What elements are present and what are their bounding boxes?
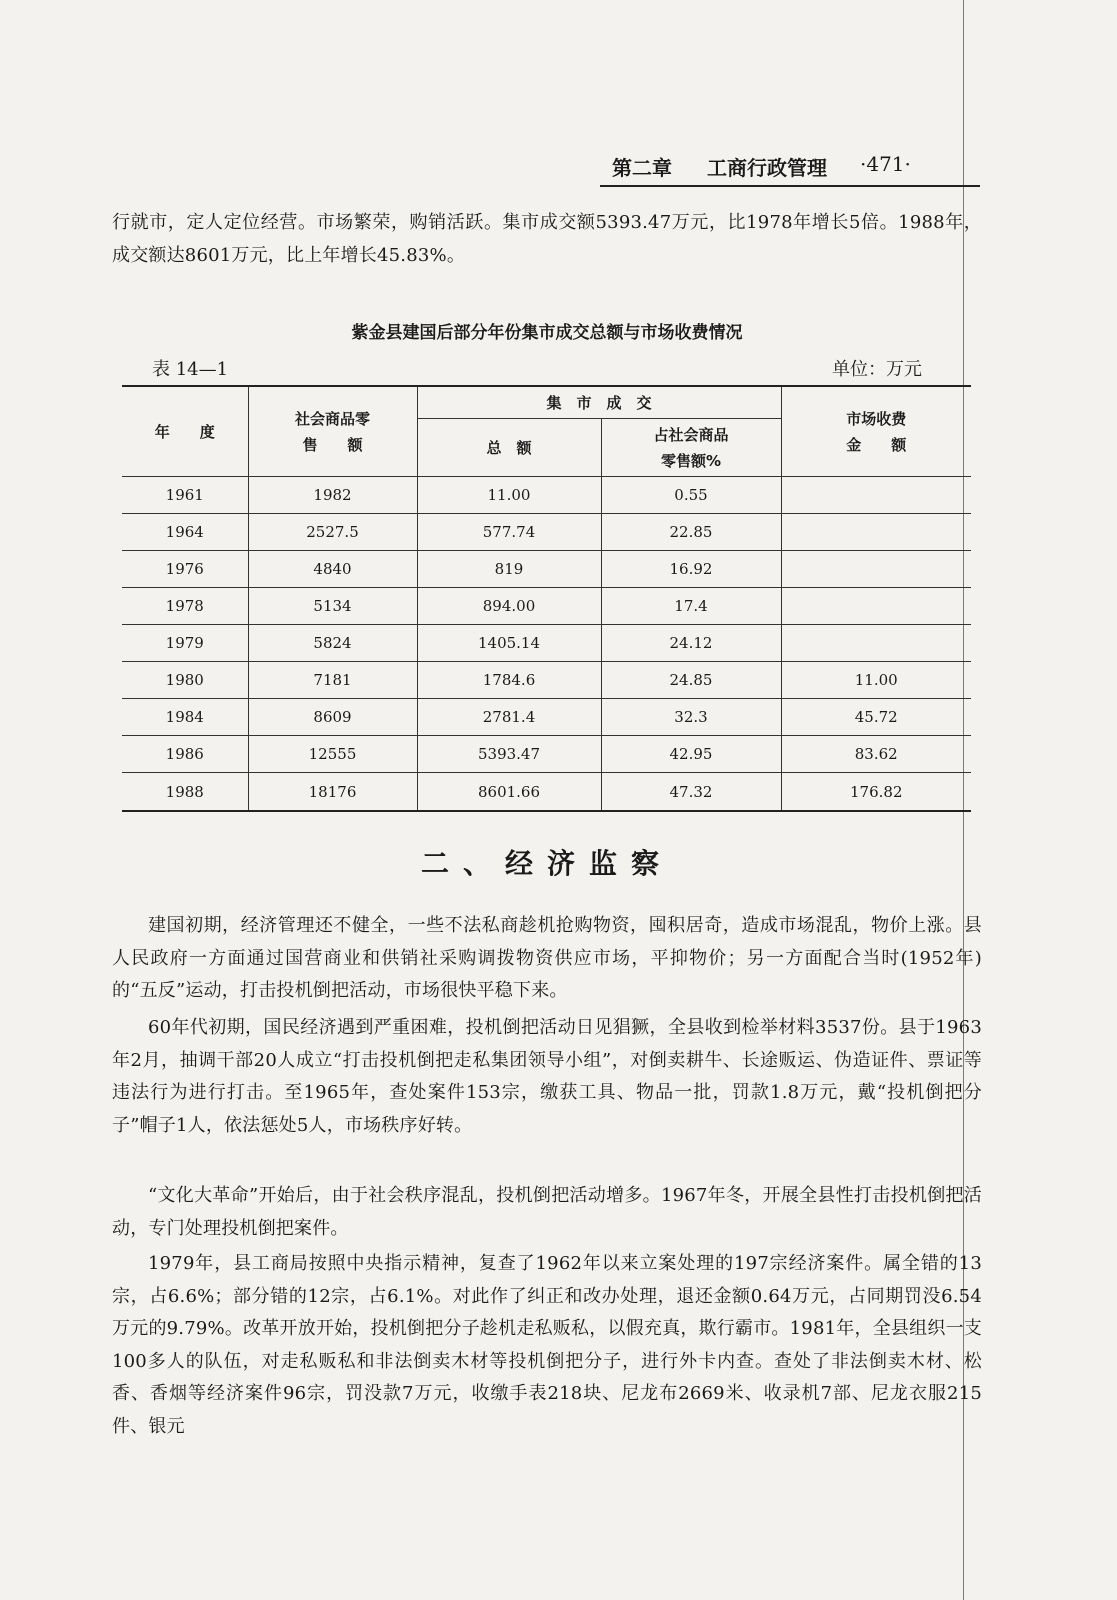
table-row [122, 625, 971, 662]
cell-share: 22.85 [601, 514, 781, 551]
cell-fee [781, 477, 971, 514]
table-row [122, 514, 971, 551]
cell-retail: 4840 [248, 551, 417, 588]
cell-share: 24.85 [601, 662, 781, 699]
cell-share: 42.95 [601, 736, 781, 773]
table-number: 表 14—1 [152, 359, 229, 380]
table-row [122, 662, 971, 699]
table-row [122, 551, 971, 588]
header-share-of-retail: 占社会商品 零售额% [601, 419, 781, 477]
body-paragraph: 建国初期，经济管理还不健全，一些不法私商趁机抢购物资，囤积居奇，造成市场混乱，物价上涨。县人民政府一方面通过国营商业和供销社采购调拨物资供应市场，平抑物价；另一方面配合当时(1952年)的“五反”运动，打击投机倒把活动，市场很快平稳下来。 [112, 915, 982, 1001]
header-year: 年 度 [122, 386, 248, 477]
table-row [122, 736, 971, 773]
cell-share: 16.92 [601, 551, 781, 588]
cell-year: 1986 [122, 736, 248, 773]
cell-year: 1979 [122, 625, 248, 662]
cell-year: 1980 [122, 662, 248, 699]
cell-retail: 12555 [248, 736, 417, 773]
cell-year: 1976 [122, 551, 248, 588]
cell-year: 1961 [122, 477, 248, 514]
cell-total: 577.74 [417, 514, 601, 551]
header-total-amount: 总 额 [417, 419, 601, 477]
cell-fee [781, 514, 971, 551]
cell-share: 47.32 [601, 773, 781, 812]
cell-fee [781, 588, 971, 625]
cell-retail: 18176 [248, 773, 417, 812]
cell-share: 24.12 [601, 625, 781, 662]
cell-total: 11.00 [417, 477, 601, 514]
cell-fee [781, 551, 971, 588]
table-row [122, 773, 971, 812]
cell-total: 5393.47 [417, 736, 601, 773]
cell-year: 1964 [122, 514, 248, 551]
cell-year: 1978 [122, 588, 248, 625]
cell-share: 17.4 [601, 588, 781, 625]
cell-total: 8601.66 [417, 773, 601, 812]
cell-fee: 83.62 [781, 736, 971, 773]
cell-total: 2781.4 [417, 699, 601, 736]
cell-total: 1405.14 [417, 625, 601, 662]
cell-retail: 2527.5 [248, 514, 417, 551]
cell-retail: 5134 [248, 588, 417, 625]
page-number: ·471· [860, 152, 911, 176]
cell-total: 894.00 [417, 588, 601, 625]
section-heading: 二、经济监察 [420, 847, 673, 880]
chapter-title: 工商行政管理 [707, 156, 827, 180]
table-row [122, 588, 971, 625]
intro-paragraph: 行就市，定人定位经营。市场繁荣，购销活跃。集市成交额5393.47万元，比1978年增长5倍。1988年，成交额达8601万元，比上年增长45.83%。 [112, 212, 982, 266]
cell-total: 1784.6 [417, 662, 601, 699]
cell-share: 32.3 [601, 699, 781, 736]
table-row [122, 477, 971, 514]
cell-retail: 5824 [248, 625, 417, 662]
table-row [122, 699, 971, 736]
cell-year: 1988 [122, 773, 248, 812]
header-market-transactions: 集 市 成 交 [417, 386, 781, 419]
cell-fee: 45.72 [781, 699, 971, 736]
cell-retail: 8609 [248, 699, 417, 736]
header-rule [600, 185, 980, 187]
market-transaction-table [122, 385, 971, 812]
cell-share: 0.55 [601, 477, 781, 514]
cell-retail: 1982 [248, 477, 417, 514]
header-market-fees: 市场收费 金 额 [781, 386, 971, 477]
running-header [612, 152, 972, 180]
cell-year: 1984 [122, 699, 248, 736]
cell-retail: 7181 [248, 662, 417, 699]
body-paragraph: 1979年，县工商局按照中央指示精神，复查了1962年以来立案处理的197宗经济案件。属全错的13宗，占6.6%；部分错的12宗，占6.1%。对此作了纠正和改办处理，退还金额0.64万元，占同期罚没6.54万元的9.79%。改革开放开始，投机倒把分子趁机走私贩私，以假充真，欺行霸市。1981年，全县组织一支100多人的队伍，对走私贩私和非法倒卖木材等投机倒把分子，进行外卡内查。查处了非法倒卖木材、松香、香烟等经济案件96宗，罚没款7万元，收缴手表218块、尼龙布2669米、收录机7部、尼龙衣服215件、银元 [112, 1253, 982, 1437]
chapter-label: 第二章 [612, 156, 672, 180]
body-paragraph: “文化大革命”开始后，由于社会秩序混乱，投机倒把活动增多。1967年冬，开展全县性打击投机倒把活动，专门处理投机倒把案件。 [112, 1185, 982, 1239]
table-unit: 单位：万元 [832, 359, 922, 380]
cell-fee: 11.00 [781, 662, 971, 699]
header-retail-sales: 社会商品零 售 额 [248, 386, 417, 477]
cell-fee: 176.82 [781, 773, 971, 812]
cell-total: 819 [417, 551, 601, 588]
table-title: 紫金县建国后部分年份集市成交总额与市场收费情况 [351, 323, 743, 343]
cell-fee [781, 625, 971, 662]
body-paragraph: 60年代初期，国民经济遇到严重困难，投机倒把活动日见猖獗，全县收到检举材料3537份。县于1963年2月，抽调干部20人成立“打击投机倒把走私集团领导小组”，对倒卖耕牛、长途贩运、伪造证件、票证等违法行为进行打击。至1965年，查处案件153宗，缴获工具、物品一批，罚款1.8万元，戴“投机倒把分子”帽子1人，依法惩处5人，市场秩序好转。 [112, 1017, 982, 1136]
